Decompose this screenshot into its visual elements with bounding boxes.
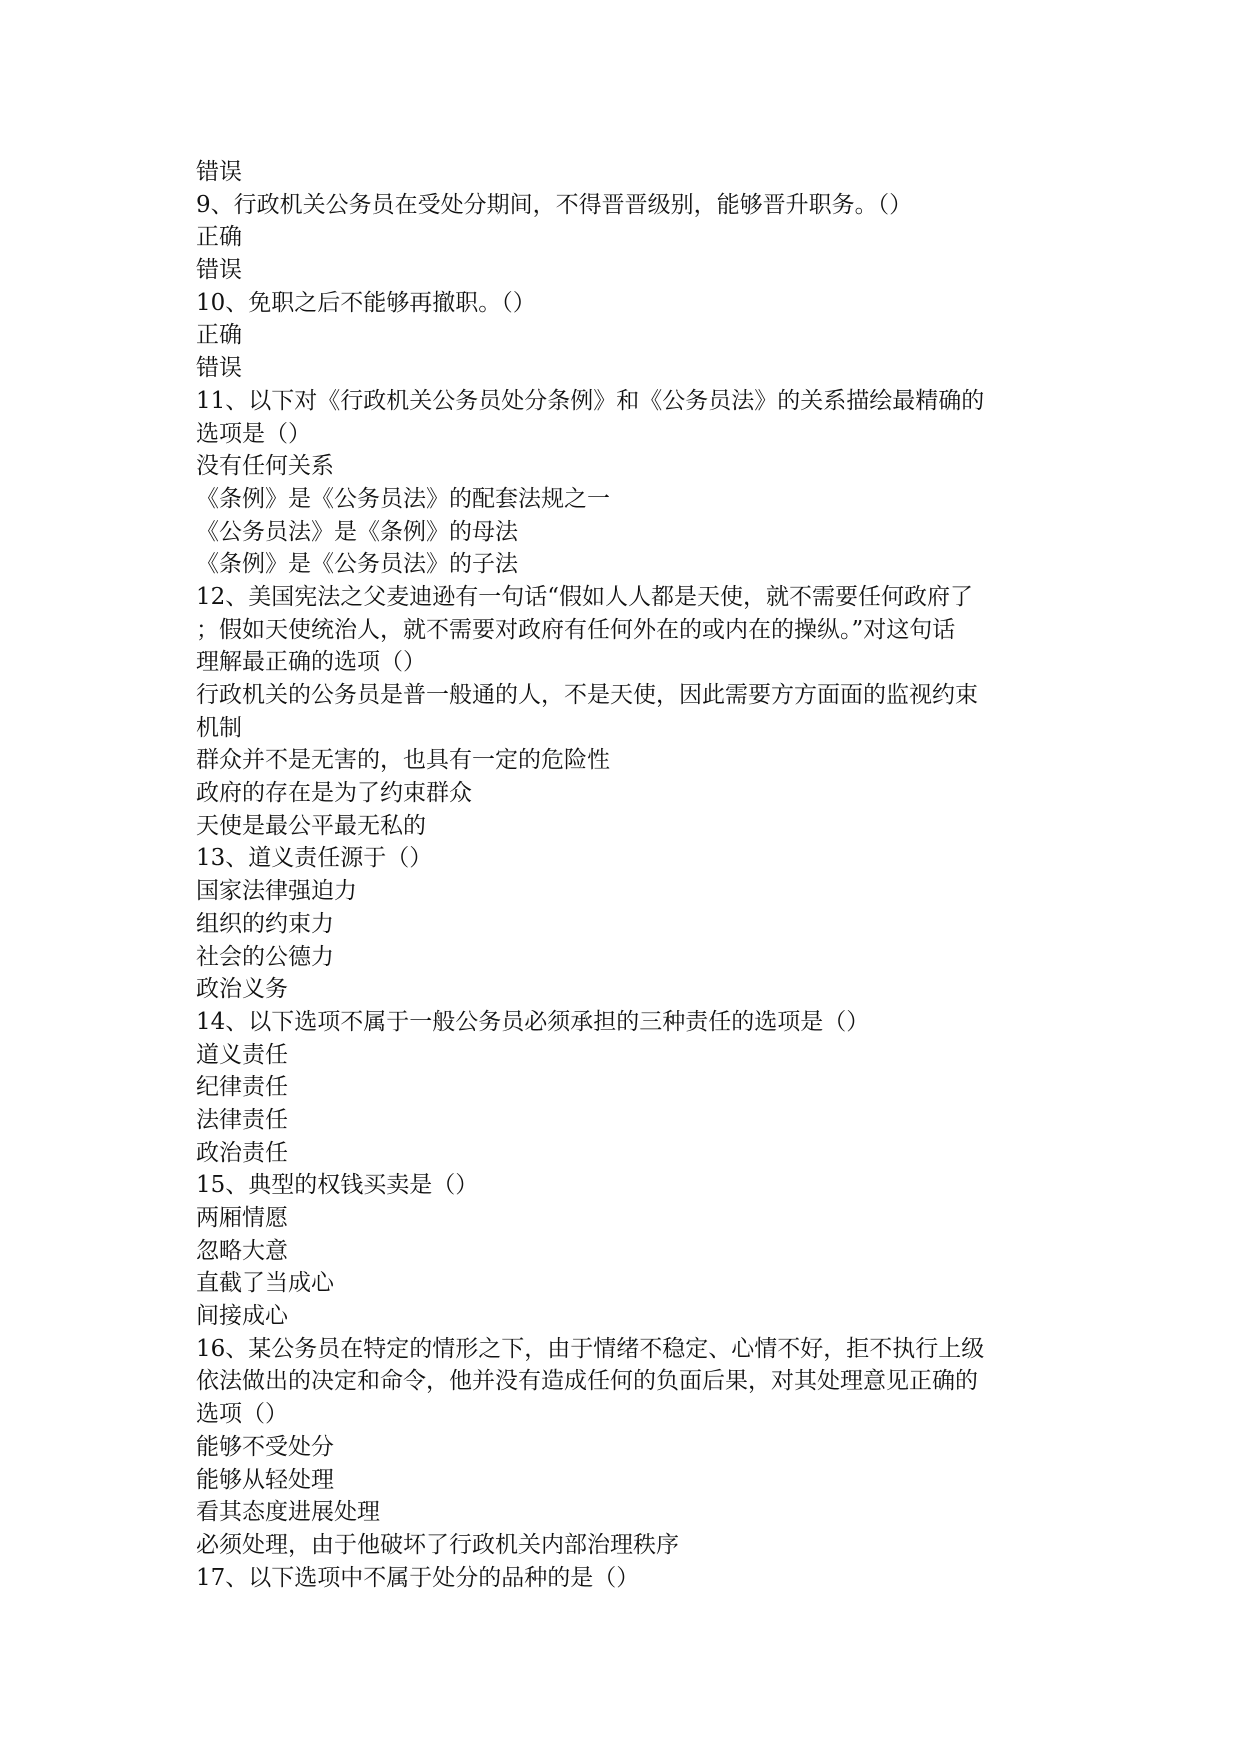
option-line: 道义责任 — [196, 1041, 288, 1068]
option-line: 没有任何关系 — [196, 453, 334, 480]
option-line: 错误 — [196, 355, 242, 382]
question-10: 10、免职之后不能够再撤职。（） — [196, 289, 536, 316]
option-line: 正确 — [196, 322, 242, 349]
question-16-cont: 依法做出的决定和命令，他并没有造成任何的负面后果，对其处理意见正确的 — [196, 1368, 978, 1395]
option-line: 政府的存在是为了约束群众 — [196, 780, 472, 807]
option-line: 能够从轻处理 — [196, 1466, 334, 1493]
question-15: 15、典型的权钱买卖是（） — [196, 1172, 479, 1199]
option-line: 政治责任 — [196, 1139, 288, 1166]
option-line: 纪律责任 — [196, 1074, 288, 1101]
question-11-cont: 选项是（） — [196, 420, 311, 447]
option-line: 行政机关的公务员是普一般通的人，不是天使，因此需要方方面面的监视约束 — [196, 682, 978, 708]
question-16: 16、某公务员在特定的情形之下，由于情绪不稳定、心情不好，拒不执行上级 — [196, 1335, 985, 1362]
option-line: 政治义务 — [196, 976, 288, 1003]
option-line: 两厢情愿 — [196, 1205, 288, 1231]
option-line: 能够不受处分 — [196, 1433, 334, 1460]
option-line: 忽略大意 — [196, 1237, 288, 1264]
question-12: 12、美国宪法之父麦迪逊有一句话“假如人人都是天使，就不需要任何政府了 — [196, 583, 974, 610]
question-11: 11、以下对《行政机关公务员处分条例》和《公务员法》的关系描绘最精确的 — [196, 387, 985, 414]
text-line: 错误 — [196, 159, 242, 185]
question-17: 17、以下选项中不属于处分的品种的是（） — [196, 1564, 640, 1591]
option-line: 直截了当成心 — [196, 1270, 334, 1297]
option-line: 看其态度进展处理 — [196, 1499, 380, 1526]
question-12-cont: 理解最正确的选项（） — [196, 649, 426, 676]
option-line: 必须处理，由于他破坏了行政机关内部治理秩序 — [196, 1531, 679, 1558]
question-9: 9、行政机关公务员在受处分期间，不得晋晋级别，能够晋升职务。（） — [196, 191, 913, 218]
option-line: 国家法律强迫力 — [196, 878, 357, 905]
option-line: 《条例》是《公务员法》的配套法规之一 — [196, 485, 610, 512]
option-line: 群众并不是无害的，也具有一定的危险性 — [196, 747, 610, 774]
question-13: 13、道义责任源于（） — [196, 845, 433, 872]
question-14: 14、以下选项不属于一般公务员必须承担的三种责任的选项是（） — [196, 1008, 870, 1035]
option-line: 《公务员法》是《条例》的母法 — [196, 518, 518, 545]
option-line: 错误 — [196, 257, 242, 284]
option-line: 法律责任 — [196, 1106, 288, 1133]
question-16-cont: 选项（） — [196, 1401, 288, 1428]
option-line: 正确 — [196, 224, 242, 251]
question-12-cont: ；假如天使统治人，就不需要对政府有任何外在的或内在的操纵。”对这句话 — [196, 616, 956, 643]
option-line: 间接成心 — [196, 1303, 288, 1330]
option-line: 《条例》是《公务员法》的子法 — [196, 551, 518, 578]
option-line-cont: 机制 — [196, 714, 242, 741]
option-line: 组织的约束力 — [196, 910, 334, 937]
document-page — [196, 156, 1096, 1594]
option-line: 社会的公德力 — [196, 943, 334, 970]
option-line: 天使是最公平最无私的 — [196, 812, 426, 839]
